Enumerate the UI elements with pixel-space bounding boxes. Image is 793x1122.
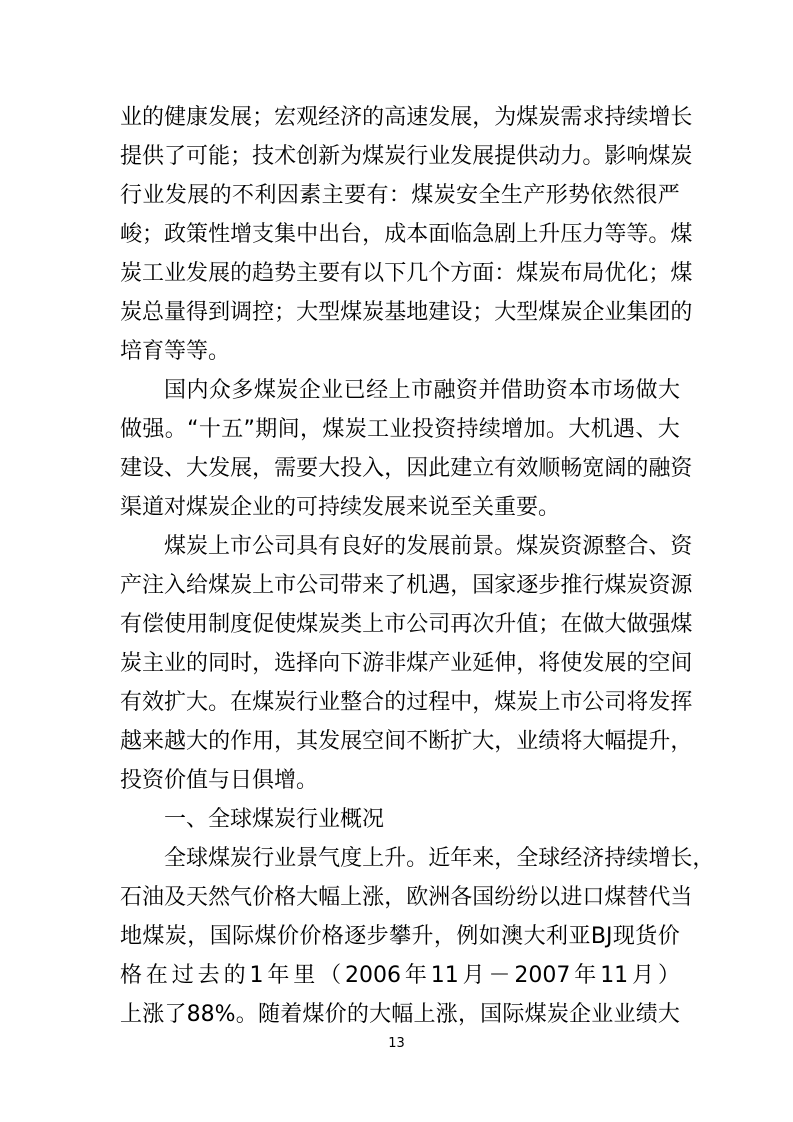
text-line: 业 的 健 康 发 展 ； 宏 观 经 济 的 高 速 发 展 ， 为 煤 炭 需 求 持 续 增 长 <box>120 105 693 130</box>
text-line: 渠道对煤炭企业的可持续发展来说至关重要。 <box>120 495 561 520</box>
text-line: 地 煤 炭 ， 国 际 煤 价 价 格 逐 步 攀 升 ， 例 如 澳 大 利 亚 BJ 现 货 价 <box>120 924 680 949</box>
paragraph <box>120 800 680 839</box>
text-line: 炭 主 业 的 同 时 ， 选 择 向 下 游 非 煤 产 业 延 伸 ， 将 使 发 展 的 空 间 <box>120 651 693 676</box>
text-line: 炭 工 业 发 展 的 趋 势 主 要 有 以 下 几 个 方 面 ： 煤 炭 布 局 优 化 ； 煤 <box>120 261 693 286</box>
page-number: 13 <box>388 1036 405 1051</box>
text-line: 越 来 越 大 的 作 用 ， 其 发 展 空 间 不 断 扩 大 ， 业 绩 将 大 幅 提 升 ， <box>120 729 693 754</box>
text-line: 有 偿 使 用 制 度 促 使 煤 炭 类 上 市 公 司 再 次 升 值 ； 在 做 大 做 强 煤 <box>120 612 693 637</box>
text-line: 行 业 发 展 的 不 利 因 素 主 要 有 ： 煤 炭 安 全 生 产 形 势 依 然 很 严 <box>120 183 680 208</box>
text-line: 有 效 扩 大 。 在 煤 炭 行 业 整 合 的 过 程 中 ， 煤 炭 上 市 公 司 将 发 挥 <box>120 690 693 715</box>
text-line: 石 油 及 天 然 气 价 格 大 幅 上 涨 ， 欧 洲 各 国 纷 纷 以 进 口 煤 替 代 当 <box>120 885 693 910</box>
text-line: 炭 总 量 得 到 调 控 ； 大 型 煤 炭 基 地 建 设 ； 大 型 煤 炭 企 业 集 团 的 <box>120 300 693 325</box>
text-line: 培育等等。 <box>120 339 231 364</box>
text-line: 峻 ； 政 策 性 增 支 集 中 出 台 ， 成 本 面 临 急 剧 上 升 压 力 等 等 。 煤 <box>120 222 693 247</box>
text-line: 提 供 了 可 能 ； 技 术 创 新 为 煤 炭 行 业 发 展 提 供 动 力 。 影 响 煤 炭 <box>120 144 693 169</box>
text-line: 产 注 入 给 煤 炭 上 市 公 司 带 来 了 机 遇 ， 国 家 逐 步 推 行 煤 炭 资 源 <box>120 573 693 598</box>
text-line: 做 强 。 “ 十 五 ” 期 间 ， 煤 炭 工 业 投 资 持 续 增 加 。 大 机 遇 、 大 <box>120 417 680 442</box>
text-line: 上 涨 了 88% 。 随 着 煤 价 的 大 幅 上 涨 ， 国 际 煤 炭 企 业 业 绩 大 <box>120 1002 680 1027</box>
paragraph <box>120 839 715 1034</box>
text-line: 煤 炭 上 市 公 司 具 有 良 好 的 发 展 前 景 。 煤 炭 资 源 整 合 、 资 <box>164 534 693 559</box>
text-line: 投资价值与日俱增。 <box>120 768 319 793</box>
text-line: 建 设 、 大 发 展 ， 需 要 大 投 入 ， 因 此 建 立 有 效 顺 畅 宽 阔 的 融 资 <box>120 456 693 481</box>
paragraph <box>120 98 693 371</box>
paragraph <box>120 527 693 800</box>
text-line: 格 在 过 去 的 1 年 里 （ 2006 年 11 月 － 2007 年 11 月 ） <box>120 963 680 988</box>
paragraph <box>120 371 693 527</box>
document-body <box>120 98 715 1034</box>
text-line: 国 内 众 多 煤 炭 企 业 已 经 上 市 融 资 并 借 助 资 本 市 场 做 大 <box>164 378 680 403</box>
text-line: 一、全球煤炭行业概况 <box>164 807 385 832</box>
text-line: 全 球 煤 炭 行 业 景 气 度 上 升 。 近 年 来 ， 全 球 经 济 持 续 增 长 ， <box>164 846 715 871</box>
